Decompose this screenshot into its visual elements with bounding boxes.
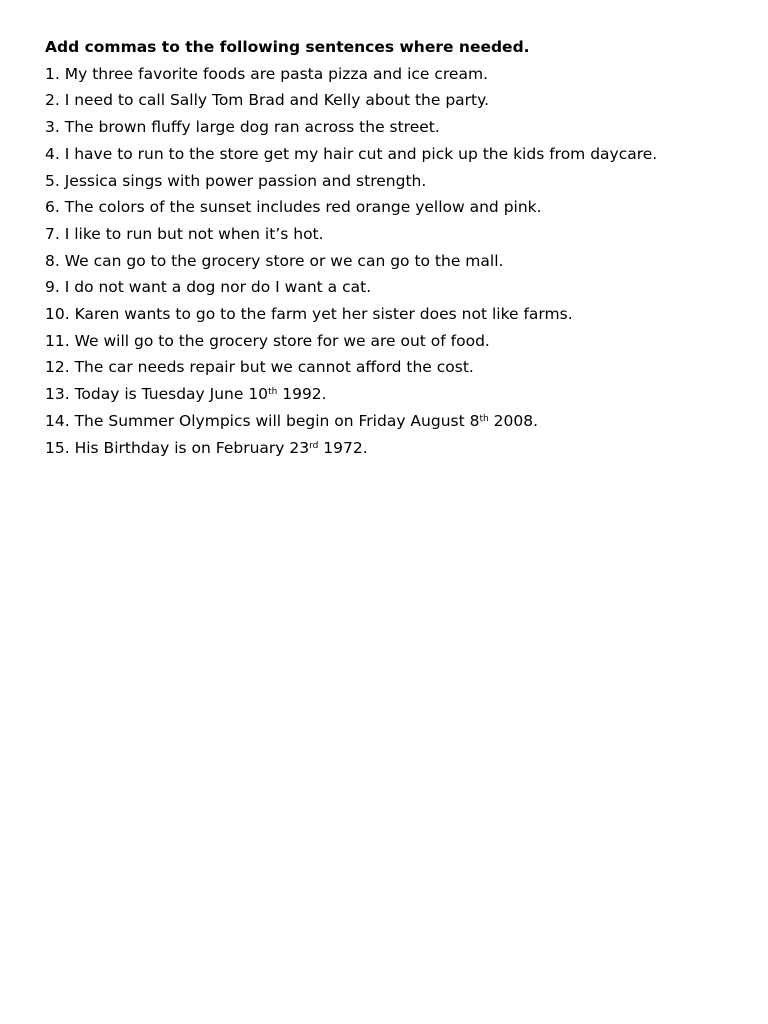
item-text: I do not want a dog nor do I want a cat. (64, 278, 372, 297)
item-number: 8. (45, 251, 60, 270)
list-item (45, 354, 735, 381)
item-number: 1. (45, 64, 60, 83)
item-number: 6. (45, 198, 60, 217)
item-number: 5. (45, 171, 60, 190)
item-number: 15. (45, 438, 70, 457)
item-text-after: 1992. (277, 385, 327, 404)
list-item (45, 141, 735, 168)
item-text: I like to run but not when it’s hot. (64, 224, 324, 243)
item-text: I have to run to the store get my hair cut and pick up the kids from daycare. (64, 144, 658, 163)
ordinal-suffix: th (479, 413, 489, 424)
list-item (45, 328, 735, 355)
ordinal-suffix: rd (309, 440, 319, 451)
item-text: Jessica sings with power passion and strength. (64, 171, 427, 190)
item-text-before: Today is Tuesday June 10 (74, 385, 269, 404)
item-text: The car needs repair but we cannot afford the cost. (74, 358, 474, 377)
item-number: 3. (45, 118, 60, 137)
worksheet-heading: Add commas to the following sentences where needed. (45, 38, 530, 56)
item-text: The colors of the sunset includes red orange yellow and pink. (64, 198, 542, 217)
list-item (45, 274, 735, 301)
item-number: 9. (45, 278, 60, 297)
item-text-after: 1972. (318, 438, 368, 457)
sentence-list (45, 61, 735, 462)
list-item (45, 248, 735, 275)
item-number: 12. (45, 358, 70, 377)
list-item (45, 435, 735, 462)
list-item (45, 408, 735, 435)
item-text: Karen wants to go to the farm yet her sister does not like farms. (74, 305, 573, 324)
item-number: 11. (45, 331, 70, 350)
item-number: 10. (45, 305, 70, 324)
list-item (45, 381, 735, 408)
item-number: 2. (45, 91, 60, 110)
list-item (45, 168, 735, 195)
list-item (45, 87, 735, 114)
ordinal-suffix: th (268, 387, 278, 398)
item-text: The brown fluffy large dog ran across the street. (64, 118, 440, 137)
list-item (45, 301, 735, 328)
list-item (45, 114, 735, 141)
list-item (45, 221, 735, 248)
item-text: My three favorite foods are pasta pizza and ice cream. (64, 64, 488, 83)
item-text-after: 2008. (488, 411, 539, 430)
list-item (45, 194, 735, 221)
item-text: We can go to the grocery store or we can go to the mall. (64, 251, 504, 270)
list-item (45, 61, 735, 88)
item-text: We will go to the grocery store for we are out of food. (74, 331, 490, 350)
worksheet-page (45, 34, 735, 461)
item-number: 14. (45, 411, 70, 430)
item-text-before: The Summer Olympics will begin on Friday August 8 (74, 411, 480, 430)
item-text-before: His Birthday is on February 23 (74, 438, 310, 457)
item-text: I need to call Sally Tom Brad and Kelly about the party. (64, 91, 490, 110)
item-number: 13. (45, 385, 70, 404)
item-number: 4. (45, 144, 60, 163)
item-number: 7. (45, 224, 60, 243)
